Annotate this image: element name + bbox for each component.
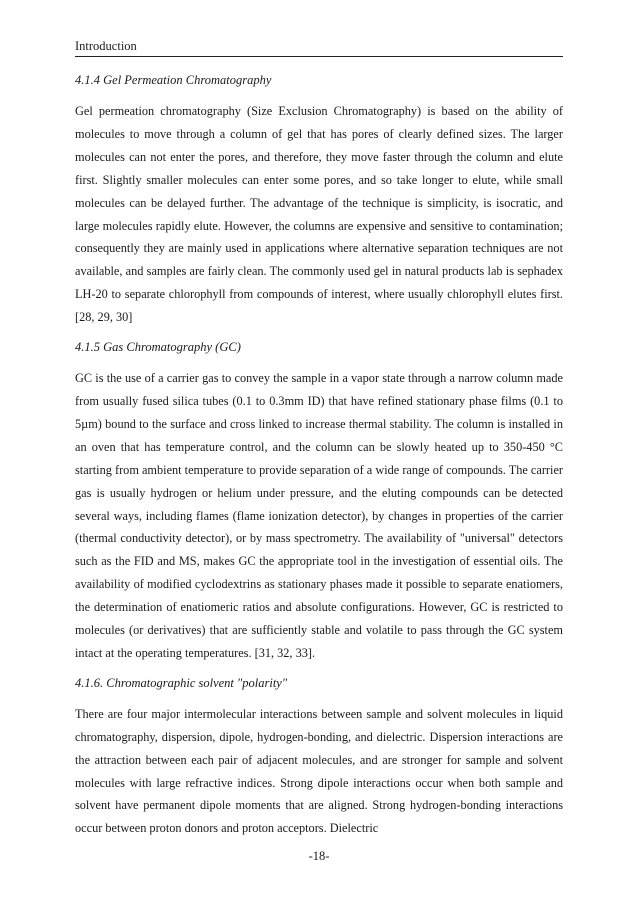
section-heading: 4.1.5 Gas Chromatography (GC) [75, 340, 241, 355]
paragraph: There are four major intermolecular interactions between sample and solvent molecules in liquid chromatography, dispersion, dipole, hydrogen-bonding, and dielectric. Dispersion interactions are the attraction between each pair of adjacent molecules, and are stronger for sample and solvent molecules with large refractive indices. Strong dipole interactions occur when both sample and solvent have permanent dipole moments that are aligned. Strong hydrogen-bonding interactions occur between proton donors and proton acceptors. Dielectric [75, 706, 563, 836]
section-heading: 4.1.4 Gel Permeation Chromatography [75, 73, 272, 87]
section-heading: 4.1.6. Chromatographic solvent "polarity" [75, 675, 288, 690]
page-number: -18- [308, 849, 330, 863]
header-rule [75, 56, 563, 57]
section-gel-permeation [75, 72, 563, 329]
page-body [75, 72, 563, 850]
paragraph: Gel permeation chromatography (Size Exclusion Chromatography) is based on the ability of molecules to move through a column of gel that has pores of clearly defined sizes. The larger molecules can not enter the pores, and therefore, they move faster through the column and elute first. Slightly smaller molecules can enter some pores, and so take longer to elute, while small molecules can be delayed further. The advantage of the technique is simplicity, is isocratic, and large molecules rapidly elute. However, the columns are expensive and sensitive to contamination; consequently they are mainly used in applications where alternative separation techniques are not available, and samples are fairly clean. The commonly used gel in natural products lab is sephadex LH-20 to separate chlorophyll from compounds of interest, where usually chlorophyll elutes first. [28, 29, 30] [75, 104, 563, 325]
paragraph: GC is the use of a carrier gas to convey the sample in a vapor state through a narrow column made from usually fused silica tubes (0.1 to 0.3mm ID) that have refined stationary phase films (0.1 to 5µm) bound to the surface and cross linked to increase thermal stability. The column is installed in an oven that has temperature control, and the column can be slowly heated up to 350-450 °C starting from ambient temperature to provide separation of a wide range of compounds. The carrier gas is usually hydrogen or helium under pressure, and the eluting compounds can be detected several ways, including flames (flame ionization detector), by changes in properties of the carrier (thermal conductivity detector), or by mass spectrometry. The availability of "universal" detectors such as the FID and MS, makes GC the appropriate tool in the investigation of essential oils. The availability of modified cyclodextrins as stationary phases made it possible to separate enatiomers, the determination of enatiomeric ratios and absolute configurations. However, GC is restricted to molecules (or derivatives) that are sufficiently stable and volatile to pass through the GC system intact at the operating temperatures. [31, 32, 33]. [75, 371, 563, 660]
running-header: Introduction [75, 39, 137, 53]
section-gas-chromatography [75, 339, 563, 665]
document-page [75, 0, 563, 902]
section-solvent-polarity [75, 675, 563, 840]
